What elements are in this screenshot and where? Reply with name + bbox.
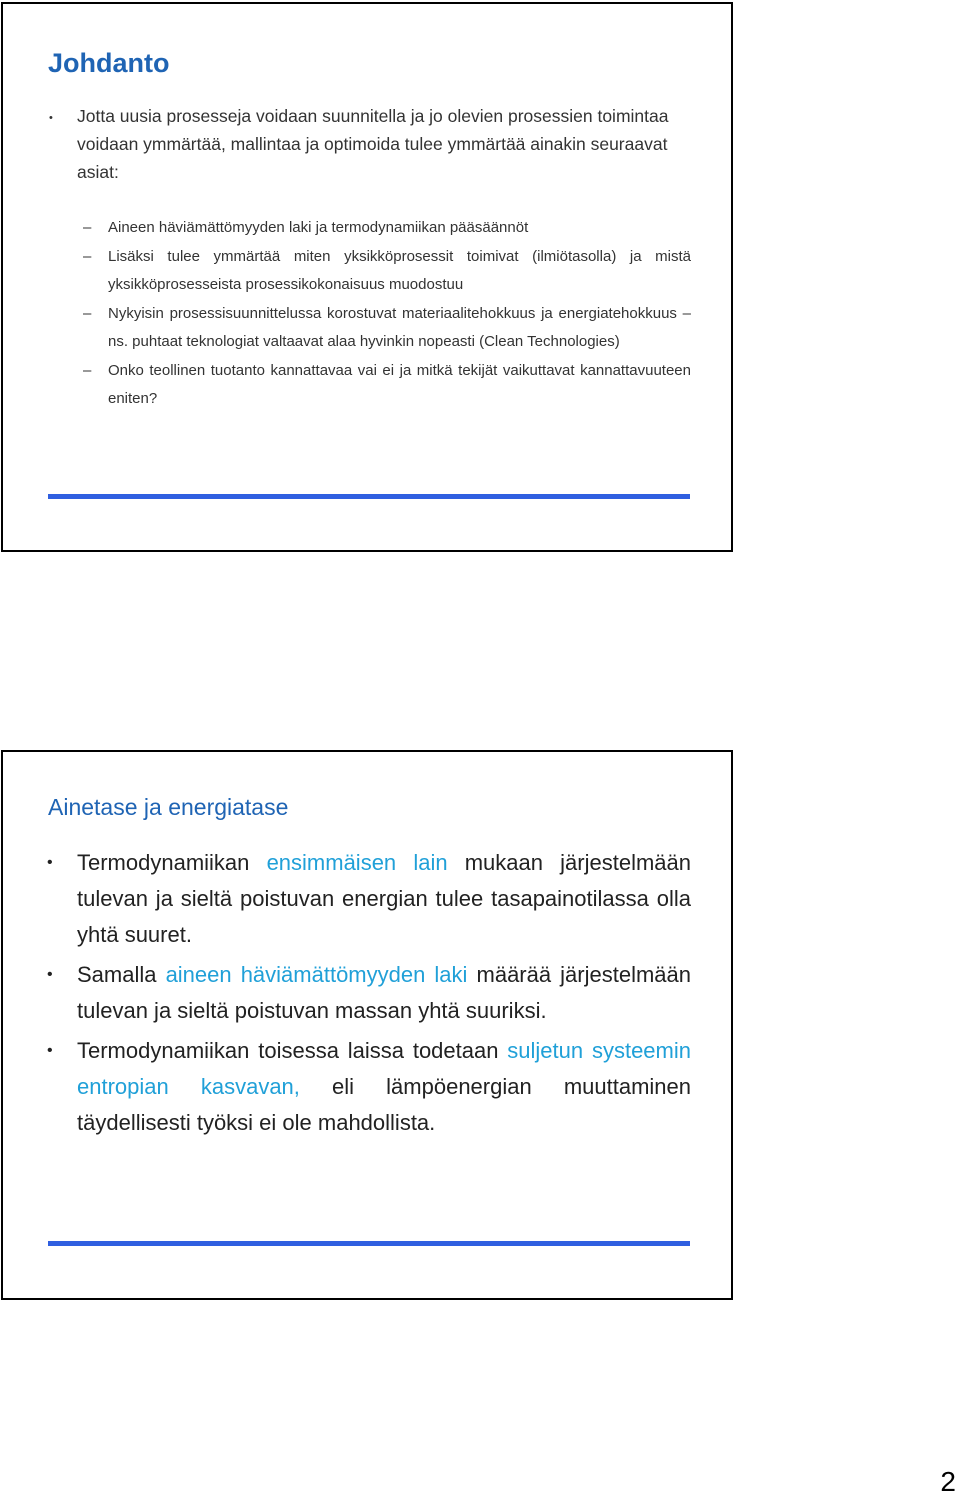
dash-icon: – (83, 248, 92, 265)
sub-item-text: Lisäksi tulee ymmärtää miten yksikköprosessit toimivat (ilmiötasolla) ja mistä yksikköprosesseista prosessikokonaisuus muodostuu (108, 248, 691, 293)
slide-mass-energy-balance (1, 750, 733, 1300)
main-bullet-text: Jotta uusia prosesseja voidaan suunnitella ja jo olevien prosessien toimintaa voidaan ymmärtää, mallintaa ja optimoida tulee ymmärtää ainakin seuraavat asiat: (77, 106, 669, 182)
footer-rule (48, 494, 690, 499)
sub-item (83, 300, 691, 356)
bullet-icon: • (47, 966, 53, 983)
bullet-icon: • (47, 1042, 53, 1059)
bullet-icon: • (47, 854, 53, 871)
bullet-item (47, 957, 691, 1029)
dash-icon: – (83, 305, 92, 322)
bullet-highlight: aineen häviämättömyyden laki (165, 962, 468, 987)
sub-item (83, 243, 691, 299)
page-number: 2 (940, 1466, 956, 1497)
sub-item (83, 357, 691, 413)
main-bullet (77, 102, 691, 186)
sub-list (83, 214, 691, 414)
slide-title: Johdanto (48, 48, 170, 78)
sub-item-text: Onko teollinen tuotanto kannattavaa vai ei ja mitkä tekijät vaikuttavat kannattavuuteen eniten? (108, 362, 691, 407)
bullet-highlight: ensimmäisen lain (266, 850, 448, 875)
dash-icon: – (83, 362, 92, 379)
slide-title: Ainetase ja energiatase (48, 794, 289, 820)
bullet-text-pre: Termodynamiikan (77, 850, 267, 875)
bullet-highlight: suljetun systeemin entropian kasvavan, (77, 1038, 691, 1099)
bullet-icon: • (49, 112, 53, 124)
sub-item-text: Aineen häviämättömyyden laki ja termodynamiikan pääsäännöt (108, 219, 529, 236)
bullet-item (47, 1033, 691, 1141)
sub-item (83, 214, 691, 242)
bullet-text-post: määrää järjestelmään tulevan ja sieltä poistuvan massan yhtä suuriksi. (77, 962, 692, 1023)
dash-icon: – (83, 219, 92, 236)
footer-rule (48, 1241, 690, 1246)
bullet-text-pre: Samalla (77, 962, 166, 987)
bullet-text-post: mukaan järjestelmään tulevan ja sieltä poistuvan energian tulee tasapainotilassa olla yhtä suuret. (77, 850, 691, 947)
bullet-list (47, 845, 691, 1145)
slide-introduction (1, 2, 733, 552)
bullet-text-pre: Termodynamiikan toisessa laissa todetaan (77, 1038, 508, 1063)
sub-item-text: Nykyisin prosessisuunnittelussa korostuvat materiaalitehokkuus ja energiatehokkuus – ns. puhtaat teknologiat valtaavat alaa hyvinkin nopeasti (Clean Technologies) (108, 305, 691, 350)
bullet-text-post: eli lämpöenergian muuttaminen täydellisesti työksi ei ole mahdollista. (77, 1074, 692, 1135)
bullet-item (47, 845, 691, 953)
